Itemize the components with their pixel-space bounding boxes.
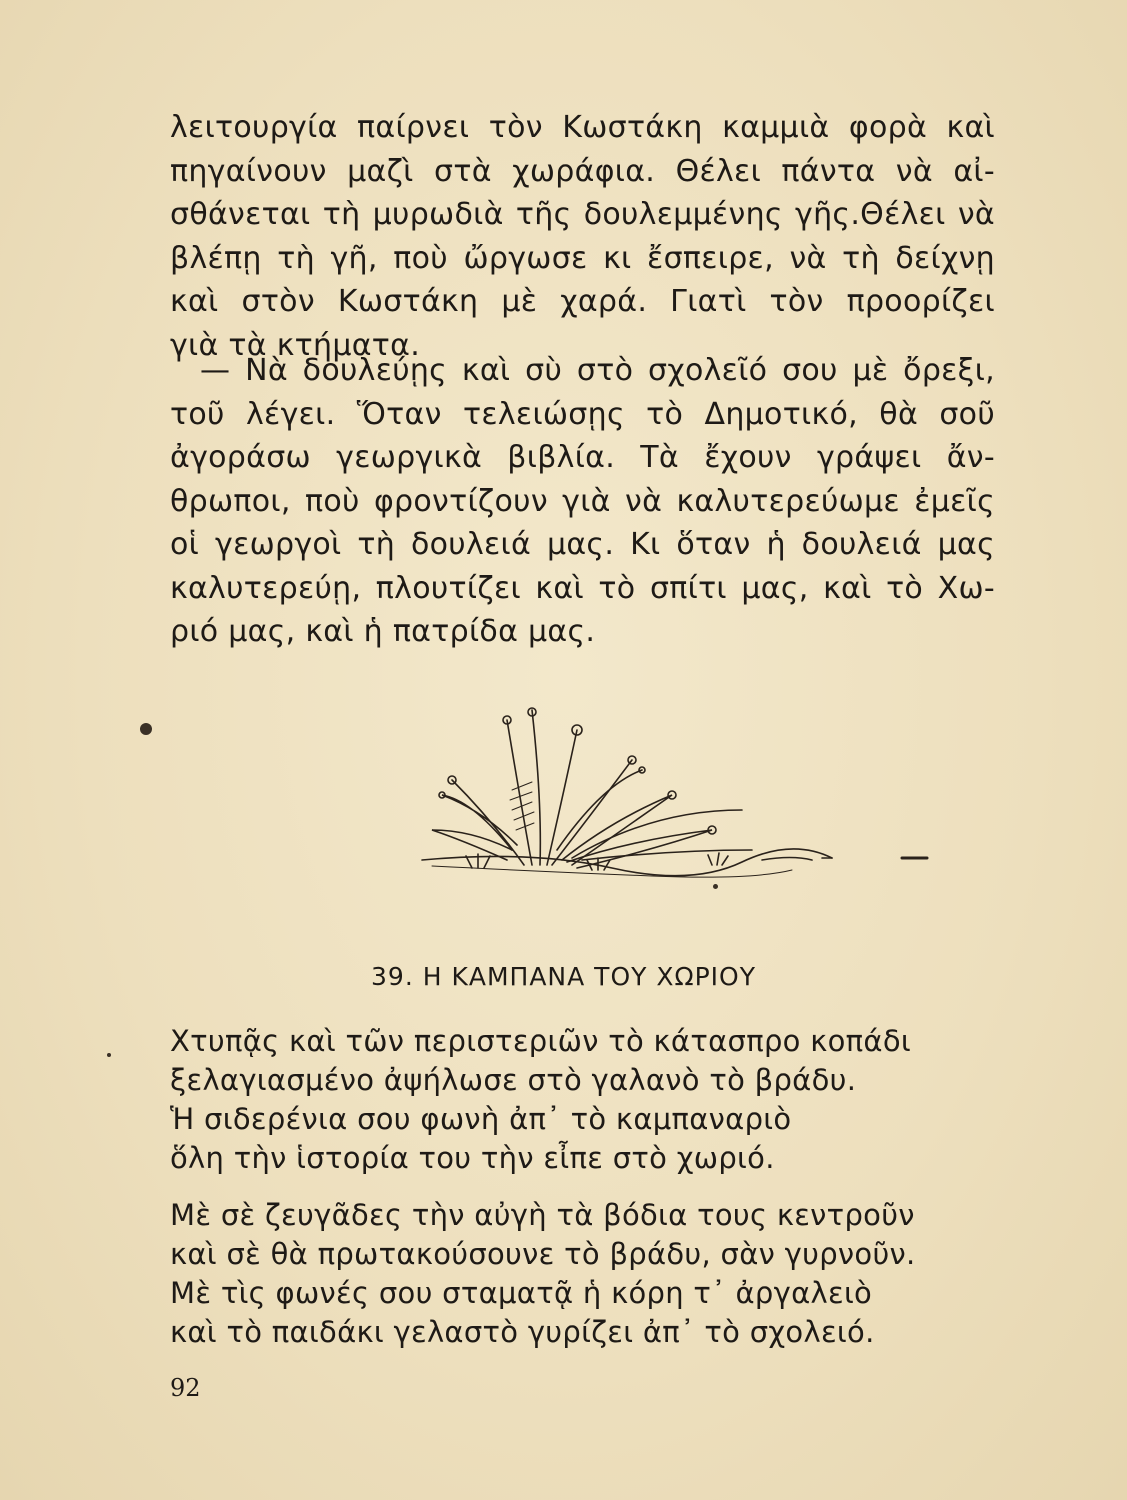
text-line: τοῦ λέγει. Ὅταν τελειώσῃς τὸ Δημοτικό, θὰ σοῦ (170, 396, 995, 432)
text-line: — Νὰ δουλεύῃς καὶ σὺ στὸ σχολεῖό σου μὲ ὄρεξι, (200, 353, 995, 388)
poem-line: ὅλη τὴν ἱστορία του τὴν εἶπε στὸ χωριό. (170, 1141, 775, 1175)
text-line: πηγαίνουν μαζὶ στὰ χωράφια. Θέλει πάντα νὰ αἰ- (170, 153, 995, 189)
text-line: γιὰ τὰ κτήματα. (170, 327, 421, 363)
plant-sketch-icon (412, 700, 942, 900)
text-line: θρωποι, ποὺ φροντίζουν γιὰ νὰ καλυτερεύωμε ἐμεῖς (170, 483, 995, 519)
paper-speck (140, 723, 152, 735)
paper-speck (107, 1053, 111, 1057)
paragraph-1 (170, 106, 995, 367)
text-line: καλυτερεύῃ, πλουτίζει καὶ τὸ σπίτι μας, καὶ τὸ Χω- (170, 570, 995, 606)
text-line: καὶ στὸν Κωστάκη μὲ χαρά. Γιατὶ τὸν προορίζει (170, 284, 995, 319)
chapter-title: 39. Η ΚΑΜΠΑΝΑ ΤΟΥ ΧΩΡΙΟΥ (371, 962, 756, 991)
paper-speck (713, 884, 718, 889)
poem-line: καὶ τὸ παιδάκι γελαστὸ γυρίζει ἀπ᾽ τὸ σχολειό. (170, 1315, 875, 1349)
text-line: ριό μας, καὶ ἡ πατρίδα μας. (170, 614, 596, 649)
text-line: σθάνεται τὴ μυρωδιὰ τῆς δουλεμμένης γῆς.Θέλει νὰ (170, 197, 995, 232)
text-line: βλέπῃ τὴ γῆ, ποὺ ὤργωσε κι ἔσπειρε, νὰ τὴ δείχνῃ (170, 240, 995, 276)
poem-line: καὶ σὲ θὰ πρωτακούσουνε τὸ βράδυ, σὰν γυρνοῦν. (170, 1237, 916, 1271)
poem-stanza-1 (170, 1022, 1000, 1178)
paragraph-2 (170, 349, 995, 654)
text-line: ἀγοράσω γεωργικὰ βιβλία. Τὰ ἔχουν γράψει ἄν- (170, 440, 995, 475)
poem-stanza-2 (170, 1196, 1000, 1352)
poem-line: Ἡ σιδερένια σου φωνὴ ἀπ᾽ τὸ καμπαναριὸ (170, 1102, 792, 1136)
text-line: οἱ γεωργοὶ τὴ δουλειά μας. Κι ὅταν ἡ δουλειά μας (170, 527, 995, 562)
page-number: 92 (170, 1374, 201, 1402)
poem-line: Μὲ σὲ ζευγᾶδες τὴν αὐγὴ τὰ βόδια τους κεντροῦν (170, 1198, 915, 1232)
poem-line: Χτυπᾷς καὶ τῶν περιστεριῶν τὸ κάτασπρο κοπάδι (170, 1024, 911, 1058)
poem-line: Μὲ τὶς φωνές σου σταματᾷ ἡ κόρη τ᾽ ἀργαλειὸ (170, 1276, 873, 1310)
poem-line: ξελαγιασμένο ἀψήλωσε στὸ γαλανὸ τὸ βράδυ. (170, 1063, 857, 1097)
text-line: λειτουργία παίρνει τὸν Κωστάκη καμμιὰ φορὰ καὶ (170, 110, 995, 145)
